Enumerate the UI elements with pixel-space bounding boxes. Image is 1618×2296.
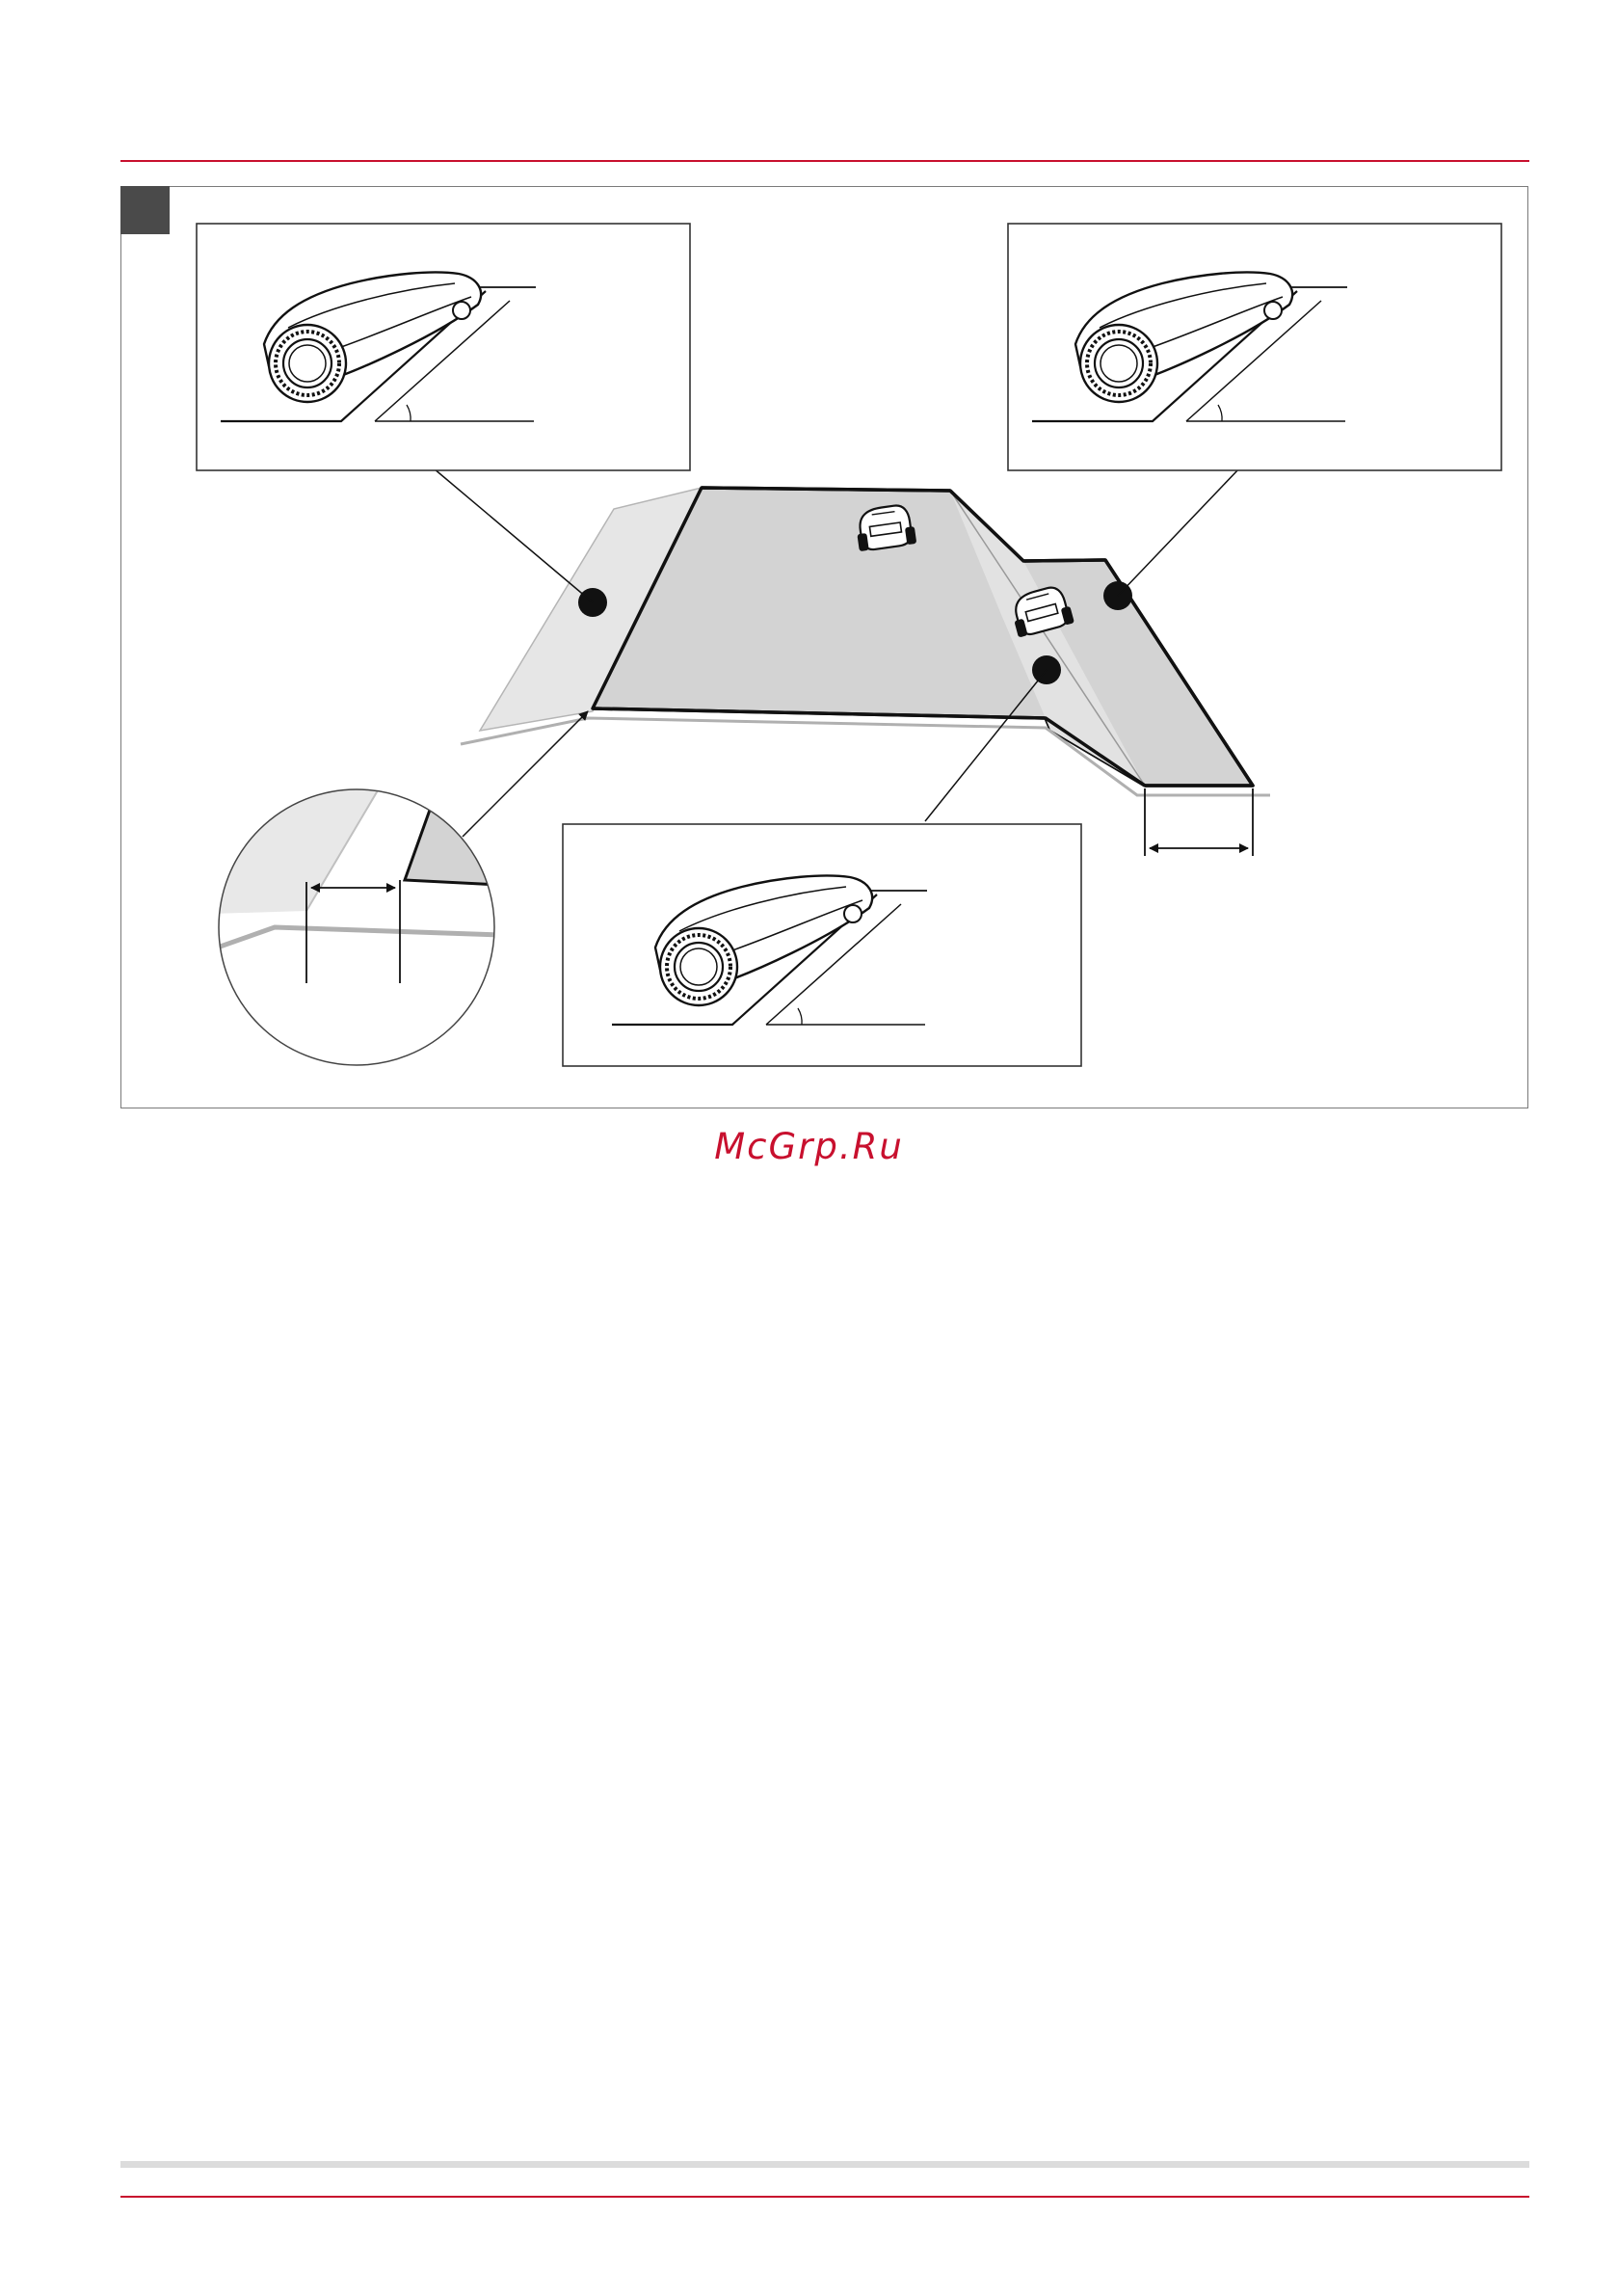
watermark: McGrp.Ru — [714, 1126, 904, 1167]
leader-line — [434, 468, 593, 602]
leader-line — [1118, 468, 1239, 596]
footer-rule — [120, 2196, 1529, 2198]
footer-gray-rule — [120, 2161, 1529, 2168]
magnified-edge-detail — [212, 786, 501, 1075]
